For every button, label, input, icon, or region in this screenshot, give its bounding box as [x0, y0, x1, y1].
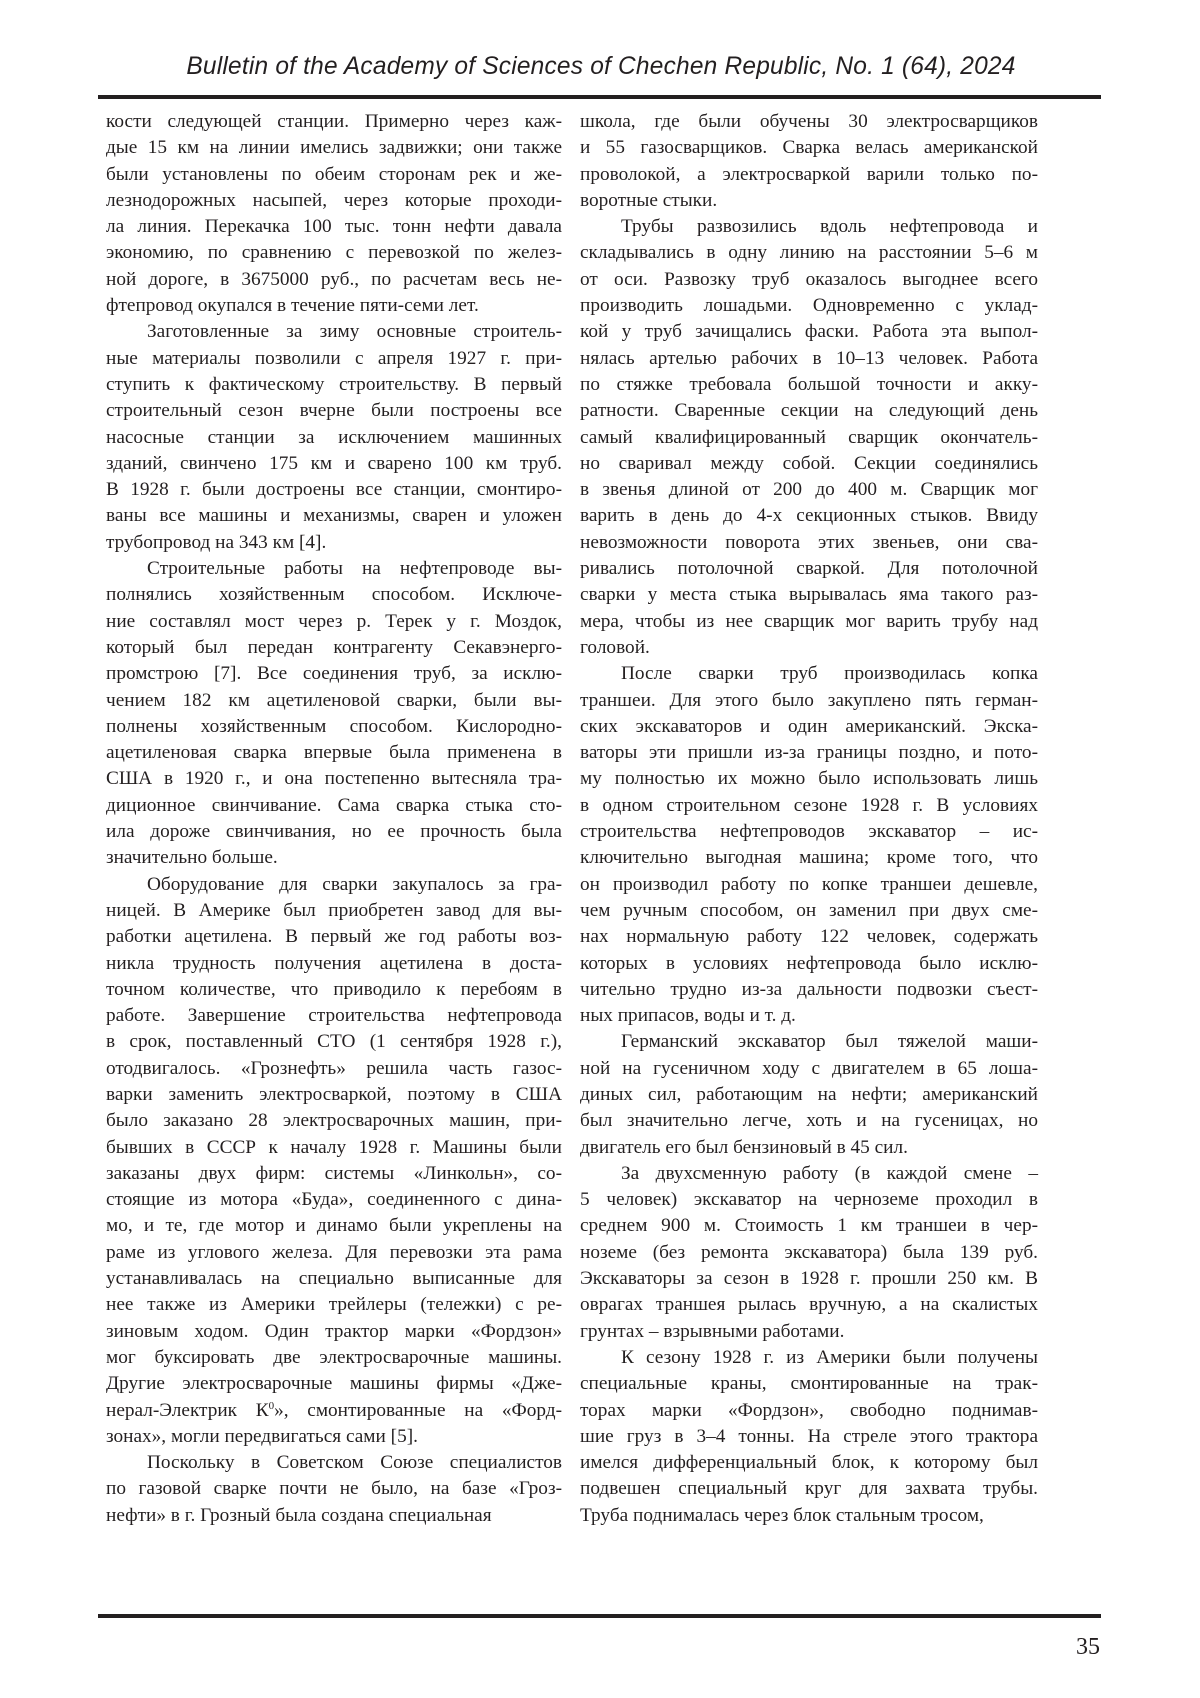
text-line: сварки у места стыка вырывалась яма такого раз-: [580, 584, 1038, 606]
text-line: были установлены по обеим сторонам рек и же-: [106, 163, 562, 185]
paragraph: [106, 872, 562, 1451]
paragraph: [580, 1345, 1038, 1529]
text-line: Труба поднималась через блок стальным тросом,: [580, 1504, 984, 1526]
text-line: ила дороже свинчивания, но ее прочность была: [106, 821, 562, 843]
paragraph: [106, 1450, 562, 1529]
text-line: невозможности поворота этих звеньев, они сва-: [580, 531, 1038, 553]
text-line: лезнодорожных насыпей, через которые проходи-: [106, 189, 562, 211]
text-line: Германский экскаватор был тяжелой маши-: [621, 1031, 1038, 1053]
text-line: самый квалифицированный сварщик окончатель-: [580, 426, 1038, 448]
text-line: ратности. Сваренные секции на следующий день: [580, 400, 1038, 422]
text-line: Другие электросварочные машины фирмы «Дже-: [106, 1373, 562, 1395]
text-line: зонах», могли передвигаться сами [5].: [106, 1425, 418, 1447]
text-line: Экскаваторы за сезон в 1928 г. прошли 250 км. В: [580, 1268, 1038, 1290]
text-line: 5 человек) экскаватор на черноземе проходил в: [580, 1189, 1038, 1211]
text-line: складывались в одну линию на расстоянии 5–6 м: [580, 242, 1038, 264]
text-line: ских экскаваторов и один американский. Экска-: [580, 715, 1038, 737]
text-line: Заготовленные за зиму основные строитель-: [147, 321, 562, 343]
text-line: грунтах – взрывными работами.: [580, 1320, 845, 1342]
text-line: торах марки «Фордзон», свободно поднимав-: [580, 1399, 1038, 1421]
text-line: ваны все машины и механизмы, сварен и уложен: [106, 505, 562, 527]
text-line: оврагах траншея рылась вручную, а на скалистых: [580, 1294, 1038, 1316]
paragraph: [580, 109, 1038, 214]
text-line: чением 182 км ацетиленовой сварки, были вы-: [106, 689, 562, 711]
text-line: чительно трудно из-за дальности подвозки съест-: [580, 978, 1038, 1000]
text-line: заказаны двух фирм: системы «Линкольн», со-: [106, 1162, 562, 1184]
text-line: ных припасов, воды и т. д.: [580, 1005, 796, 1027]
text-line: ницей. В Америке был приобретен завод для вы-: [106, 899, 562, 921]
text-line: имелся дифференциальный блок, к которому был: [580, 1452, 1038, 1474]
text-line: нее также из Америки трейлеры (тележки) с ре-: [106, 1294, 562, 1316]
text-line: фтепровод окупался в течение пяти-семи лет.: [106, 295, 479, 317]
text-line: зиновым ходом. Один трактор марки «Фордзон»: [106, 1320, 562, 1342]
text-line: кой у труб зачищались фаски. Работа эта выпол-: [580, 321, 1038, 343]
text-line: стоящие из мотора «Буда», соединенного с дина-: [106, 1189, 562, 1211]
text-line: ступить к фактическому строительству. В первый: [106, 373, 562, 395]
text-line: ные материалы позволили с апреля 1927 г. при-: [106, 347, 562, 369]
text-line: нерал-Электрик $К^0$», смонтированные на «Форд-: [106, 1399, 562, 1421]
paragraph: [580, 1029, 1038, 1160]
text-line: по стяжке требовала большой точности и акку-: [580, 373, 1038, 395]
text-line: насосные станции за исключением машинных: [106, 426, 562, 448]
text-line: строительный сезон вчерне были построены все: [106, 400, 562, 422]
page-number: 35: [1076, 1634, 1100, 1660]
text-line: школа, где были обучены 30 электросварщиков: [580, 111, 1038, 132]
text-line: бывших в СССР к началу 1928 г. Машины были: [106, 1136, 562, 1158]
text-line: шие груз в 3–4 тонны. На стреле этого трактора: [580, 1425, 1038, 1447]
text-line: После сварки труб производилась копка: [621, 663, 1038, 685]
text-line: двигатель его был бензиновый в 45 сил.: [580, 1136, 908, 1158]
text-line: диционное свинчивание. Сама сварка стыка сто-: [106, 794, 562, 816]
text-line: нефти» в г. Грозный была создана специальная: [106, 1504, 492, 1526]
text-line: производить лошадьми. Одновременно с уклад-: [580, 295, 1038, 317]
text-line: ла линия. Перекачка 100 тыс. тонн нефти давала: [106, 216, 562, 238]
text-line: ной дороге, в 3675000 руб., по расчетам весь не-: [106, 268, 562, 290]
journal-header-title: Bulletin of the Academy of Sciences of Chechen Republic, No. 1 (64), 2024: [186, 52, 1016, 80]
text-line: нах нормальную работу 122 человек, содержать: [580, 926, 1038, 948]
paragraph: [580, 661, 1038, 1029]
text-line: му полностью их можно было использовать лишь: [580, 768, 1038, 790]
superscript: 0: [268, 1399, 275, 1412]
text-line: ноземе (без ремонта экскаватора) была 139 руб.: [580, 1241, 1038, 1263]
text-line: который был передан контрагенту Секавэнерго-: [106, 636, 562, 658]
text-line: отодвигалось. «Грознефть» решила часть газос-: [106, 1057, 562, 1079]
text-line: ние составлял мост через р. Терек у г. Моздок,: [106, 610, 562, 632]
text-line: в звенья длиной от 200 до 400 м. Сварщик мог: [580, 479, 1038, 501]
text-line: нялась артелью рабочих в 10–13 человек. Работа: [580, 347, 1038, 369]
text-line: раме из углового железа. Для перевозки эта рама: [106, 1241, 562, 1263]
text-line: головой.: [580, 636, 650, 658]
text-line: США в 1920 г., и она постепенно вытесняла тра-: [106, 768, 562, 790]
paragraph: [580, 1161, 1038, 1345]
text-line: К сезону 1928 г. из Америки были получены: [621, 1346, 1038, 1368]
text-line: варки заменить электросваркой, поэтому в США: [106, 1083, 562, 1105]
text-line: чем ручным способом, он заменил при двух сме-: [580, 899, 1038, 921]
text-line: работе. Завершение строительства нефтепровода: [106, 1005, 562, 1027]
text-line: мо, и те, где мотор и динамо были укреплены на: [106, 1215, 562, 1237]
text-line: Строительные работы на нефтепроводе вы-: [147, 558, 562, 580]
text-line: от оси. Развозку труб оказалось выгоднее всего: [580, 268, 1038, 290]
paragraph: [106, 556, 562, 872]
text-line: ацетиленовая сварка впервые была применена в: [106, 742, 562, 764]
text-line: работки ацетилена. В первый же год работы воз-: [106, 926, 562, 948]
text-line: ривались потолочной сваркой. Для потолочной: [580, 558, 1038, 580]
text-line: подвешен специальный круг для захвата трубы.: [580, 1478, 1038, 1500]
text-line: промстрою [7]. Все соединения труб, за исклю-: [106, 663, 562, 685]
text-line: проволокой, а электросваркой варили только по-: [580, 163, 1038, 185]
text-line: Поскольку в Советском Союзе специалистов: [147, 1452, 562, 1474]
text-line: траншеи. Для этого было закуплено пять герман-: [580, 689, 1038, 711]
text-line: было заказано 28 электросварочных машин, при-: [106, 1110, 562, 1132]
paragraph: [106, 109, 562, 319]
text-line: он производил работу по копке траншеи дешевле,: [580, 873, 1038, 895]
text-line: по газовой сварке почти не было, на базе «Гроз-: [106, 1478, 562, 1500]
paragraph: [580, 214, 1038, 661]
text-line: ключительно выгодная машина; кроме того, что: [580, 847, 1038, 869]
text-line: дые 15 км на линии имелись задвижки; они также: [106, 137, 562, 159]
text-line: За двухсменную работу (в каждой смене –: [621, 1162, 1038, 1184]
text-line: строительства нефтепроводов экскаватор – ис-: [580, 821, 1038, 843]
text-line: диных сил, работающим на нефти; американский: [580, 1083, 1038, 1105]
text-line: полнены хозяйственным способом. Кислородно-: [106, 715, 562, 737]
text-line: ваторы эти пришли из-за границы поздно, и пото-: [580, 742, 1038, 764]
text-line: Трубы развозились вдоль нефтепровода и: [621, 216, 1038, 238]
text-line: варить в день до 4-х секционных стыков. Ввиду: [580, 505, 1038, 527]
text-line: кости следующей станции. Примерно через каж-: [106, 111, 562, 132]
text-line: трубопровод на 343 км [4].: [106, 531, 327, 553]
text-line: В 1928 г. были достроены все станции, смонтиро-: [106, 479, 562, 501]
text-line: был значительно легче, хоть и на гусеницах, но: [580, 1110, 1038, 1132]
header-rule: [98, 95, 1101, 99]
text-line: ной на гусеничном ходу с двигателем в 65 лоша-: [580, 1057, 1038, 1079]
right-text-column: [580, 109, 1038, 1529]
text-line: точном количестве, что приводило к перебоям в: [106, 978, 562, 1000]
text-line: и 55 газосварщиков. Сварка велась американской: [580, 137, 1038, 159]
text-line: в срок, поставленный СТО (1 сентября 1928 г.),: [106, 1031, 562, 1053]
text-line: полнялись хозяйственным способом. Исключе-: [106, 584, 562, 606]
paragraph: [106, 319, 562, 556]
text-line: мера, чтобы из нее сварщик мог варить трубу над: [580, 610, 1038, 632]
left-text-column: [106, 109, 562, 1529]
text-line: мог буксировать две электросварочные машины.: [106, 1346, 562, 1368]
text-line: зданий, свинчено 175 км и сварено 100 км труб.: [106, 452, 562, 474]
text-line: Оборудование для сварки закупалось за гра-: [147, 873, 562, 895]
footer-rule: [98, 1614, 1101, 1618]
text-line: но сваривал между собой. Секции соединялись: [580, 452, 1038, 474]
text-line: устанавливалась на специально выписанные для: [106, 1268, 562, 1290]
text-line: экономию, по сравнению с перевозкой по желез-: [106, 242, 562, 264]
text-line: специальные краны, смонтированные на трак-: [580, 1373, 1038, 1395]
text-line: в одном строительном сезоне 1928 г. В условиях: [580, 794, 1038, 816]
text-line: среднем 900 м. Стоимость 1 км траншеи в чер-: [580, 1215, 1038, 1237]
text-line: которых в условиях нефтепровода было исклю-: [580, 952, 1038, 974]
text-line: значительно больше.: [106, 847, 278, 869]
text-line: воротные стыки.: [580, 189, 718, 211]
text-line: никла трудность получения ацетилена в доста-: [106, 952, 562, 974]
